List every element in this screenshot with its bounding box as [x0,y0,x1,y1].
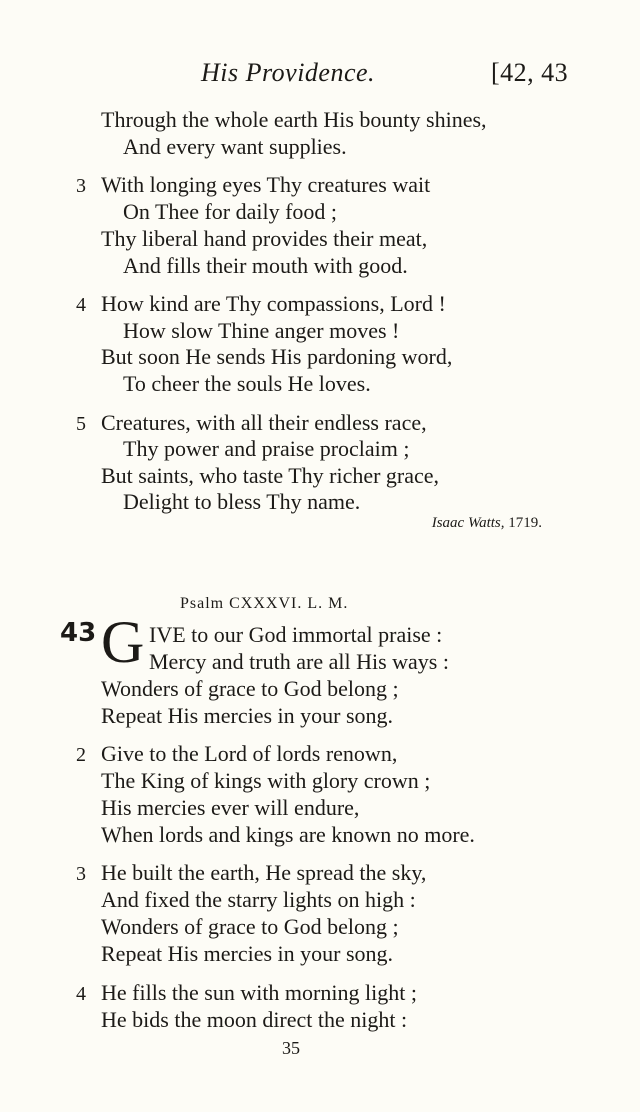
psalm-meter: CXXXVI. L. M. [229,595,349,612]
verse-line: Repeat His mercies in your song. [101,703,394,728]
psalm-heading [180,595,348,613]
verse-number: 2 [76,744,86,766]
verse-line: To cheer the souls He loves. [123,371,371,396]
verse-line: He bids the moon direct the night : [101,1007,408,1032]
verse-line: Delight to bless Thy name. [123,489,361,514]
verse-line: The King of kings with glory crown ; [101,768,431,793]
verse-line: But soon He sends His pardoning word, [101,344,453,369]
verse-line: Wonders of grace to God belong ; [101,914,399,939]
verse-line: He fills the sun with morning light ; [101,980,417,1005]
hymn-number: 43 [60,618,97,648]
verse-line: How slow Thine anger moves ! [123,318,400,343]
author-name: Isaac Watts, [431,515,505,531]
drop-cap: G [101,609,145,675]
verse-line: Creatures, with all their endless race, [101,410,427,435]
verse-line: But saints, who taste Thy richer grace, [101,463,440,488]
verse-line: And fills their mouth with good. [123,253,408,278]
verse-line: His mercies ever will endure, [101,795,360,820]
verse-line: Thy power and praise proclaim ; [123,436,410,461]
verse-line: Repeat His mercies in your song. [101,941,394,966]
verse-number: 3 [76,175,86,197]
verse-line: Mercy and truth are all His ways : [149,649,449,674]
verse-number: 3 [76,863,86,885]
verse-line: Give to the Lord of lords renown, [101,741,398,766]
verse-line: When lords and kings are known no more. [101,822,475,847]
verse-line: On Thee for daily food ; [123,199,338,224]
verse-line: He built the earth, He spread the sky, [101,860,427,885]
verse-line: Wonders of grace to God belong ; [101,676,399,701]
verse-line: How kind are Thy compassions, Lord ! [101,291,446,316]
verse-number: 4 [76,294,86,316]
author-attribution [432,515,542,532]
verse-line: Thy liberal hand provides their meat, [101,226,428,251]
verse-line: Through the whole earth His bounty shines, [101,107,487,132]
verse-number: 4 [76,983,86,1005]
running-head-title: His Providence. [201,58,376,87]
page-number: 35 [282,1038,300,1058]
verse-number: 5 [76,413,86,435]
verse-line: With longing eyes Thy creatures wait [101,172,431,197]
verse-line: And fixed the starry lights on high : [101,887,416,912]
verse-line: IVE to our God immortal praise : [149,622,443,647]
author-year: 1719. [508,515,542,531]
verse-line: And every want supplies. [123,134,347,159]
running-head-hymn-numbers: [42, 43 [491,58,569,87]
psalm-label: Psalm [180,595,225,612]
